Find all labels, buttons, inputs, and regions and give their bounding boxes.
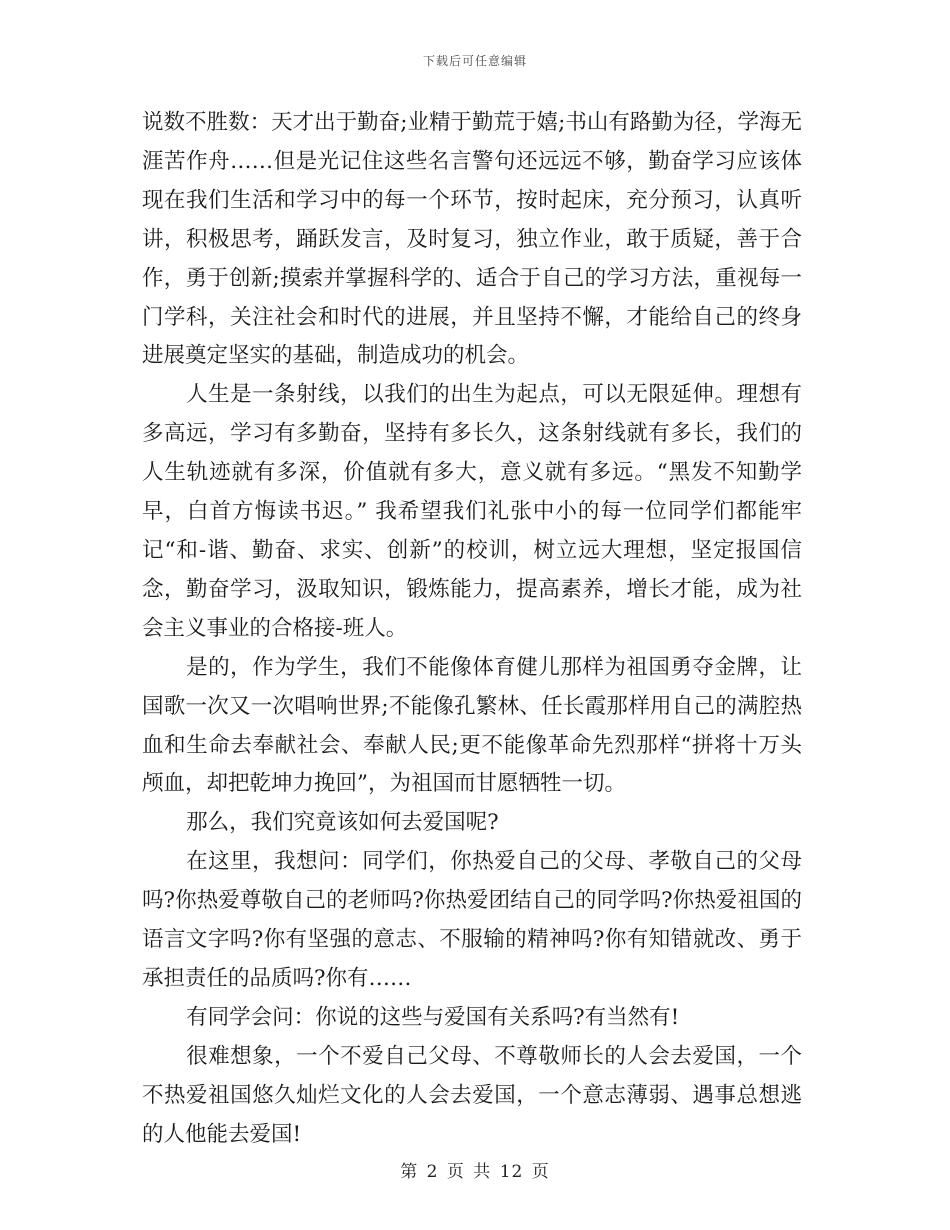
paragraph-6: 有同学会问：你说的这些与爱国有关系吗?有当然有! — [186, 1004, 680, 1030]
paragraph-1: 说数不胜数：天才出于勤奋;业精于勤荒于嬉;书山有路勤为径，学海无涯苦作舟……但是光记住这些名言警句还远远不够，勤奋学习应该体现在我们生活和学习中的每一个环节，按时起床，充分预习，认真听讲，积极思考，踊跃发言，及时复习，独立作业，敢于质疑，善于合作，勇于创新;摸索并掌握科学的、适合于自己的学习方法，重视每一门学科，关注社会和时代的进展，并且坚持不懈，才能给自己的终身进展奠定坚实的基础，制造成功的机会。 — [142, 110, 802, 369]
paragraph-7: 很难想象，一个不爱自己父母、不尊敬师长的人会去爱国，一个不热爱祖国悠久灿烂文化的人会去爱国，一个意志薄弱、遇事总想逃的人他能去爱国! — [142, 1043, 802, 1147]
paragraph-5: 在这里，我想问：同学们，你热爱自己的父母、孝敬自己的父母吗?你热爱尊敬自己的老师吗?你热爱团结自己的同学吗?你热爱祖国的语言文字吗?你有坚强的意志、不服输的精神吗?你有知错就改、勇于承担责任的品质吗?你有…… — [142, 849, 802, 991]
page-number-footer: 第 2 页 共 12 页 — [400, 1162, 550, 1182]
paragraph-2: 人生是一条射线，以我们的出生为起点，可以无限延伸。理想有多高远，学习有多勤奋，坚持有多长久，这条射线就有多长，我们的人生轨迹就有多深，价值就有多大，意义就有多远。“黑发不知勤学早，白首方悔读书迟。” 我希望我们礼张中小的每一位同学们都能牢记“和-谐、勤奋、求实、创新”的校训，树立远大理想，坚定报国信念，勤奋学习，汲取知识，锻炼能力，提高素养，增长才能，成为社会主义事业的合格接-班人。 — [142, 382, 802, 641]
paragraph-4: 那么，我们究竟该如何去爱国呢? — [186, 810, 499, 836]
page-header: 下载后可任意编辑 — [422, 54, 527, 68]
document-body — [142, 104, 802, 1154]
paragraph-3: 是的，作为学生，我们不能像体育健儿那样为祖国勇夺金牌，让国歌一次又一次唱响世界;不能像孔繁林、任长霞那样用自己的满腔热血和生命去奉献社会、奉献人民;更不能像革命先烈那样“拼将十万头颅血，却把乾坤力挽回”，为祖国而甘愿牺牲一切。 — [142, 654, 802, 797]
